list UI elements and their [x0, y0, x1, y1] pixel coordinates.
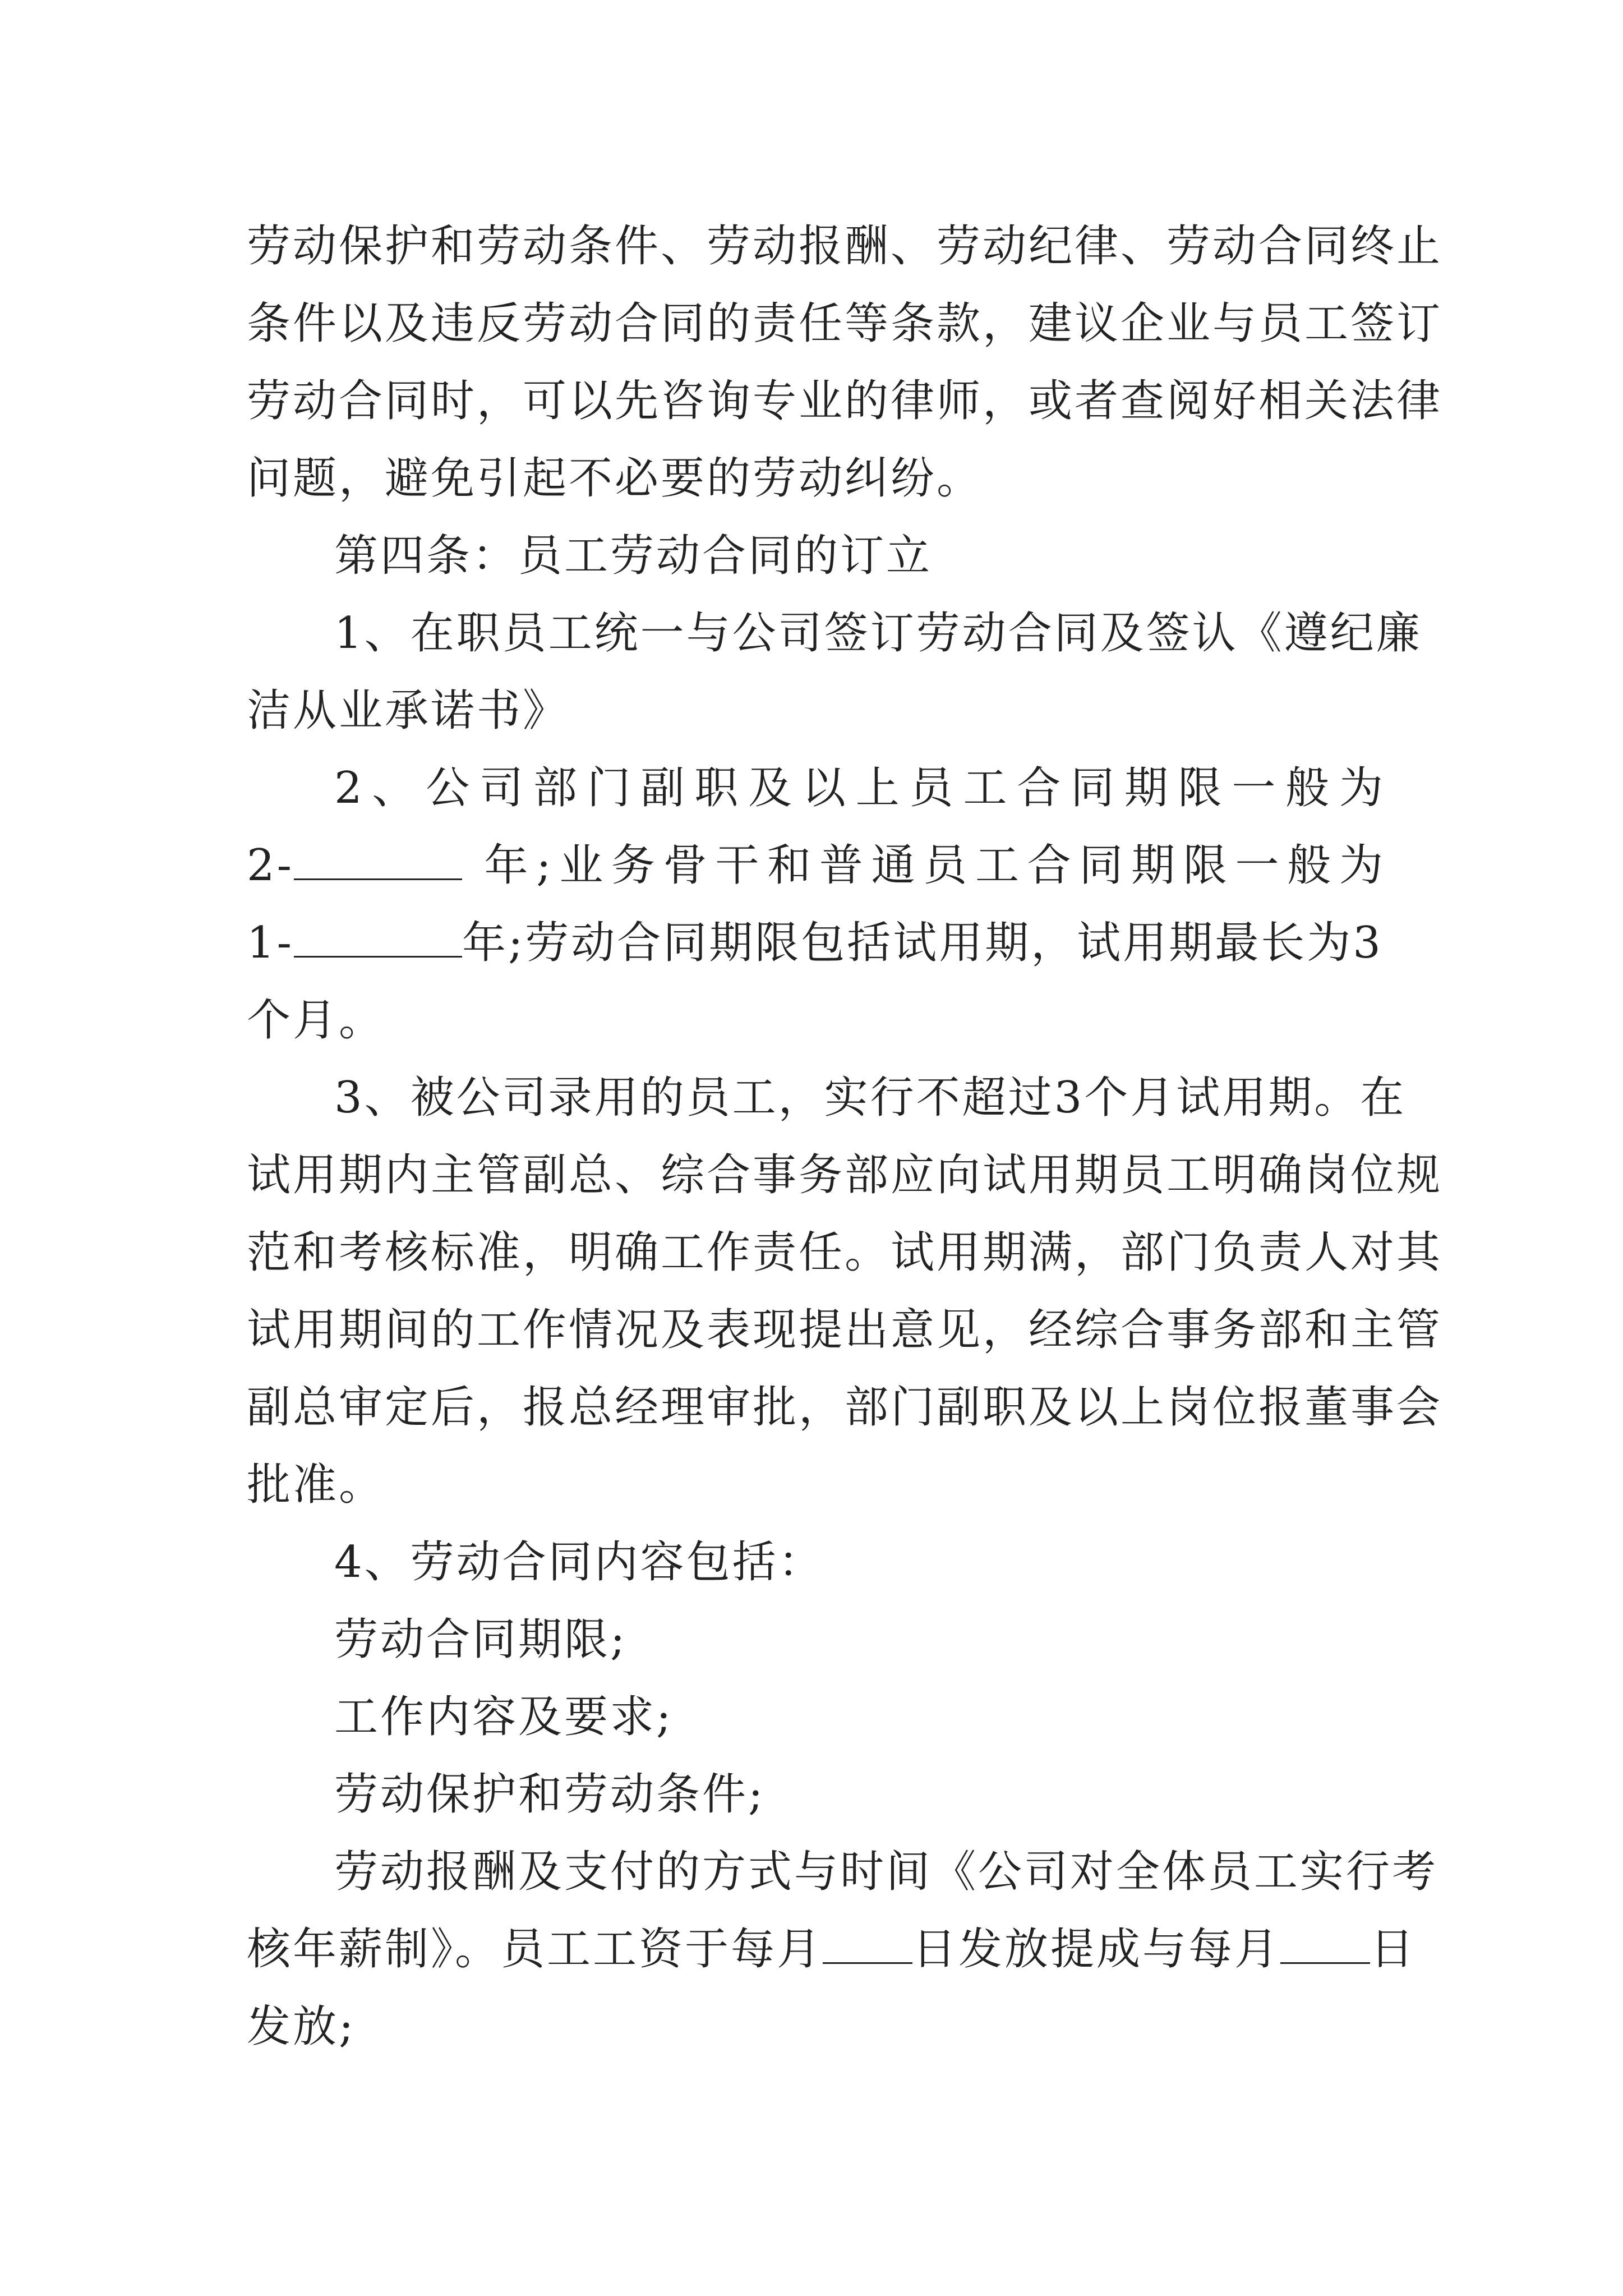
text-line: 4、劳动合同内容包括：: [334, 1537, 824, 1588]
text-fragment: 日发放提成与每月: [912, 1924, 1281, 1975]
section-heading: 第四条：员工劳动合同的订立: [334, 531, 933, 581]
text-fragment: 年;业务骨干和普通员工合同期限一般为: [484, 840, 1385, 891]
fill-blank: [1280, 1921, 1370, 1964]
text-line: 条件以及违反劳动合同的责任等条款，建议企业与员工签订: [247, 298, 1443, 349]
text-line: 2、公司部门副职及以上员工合同期限一般为: [334, 763, 1385, 813]
fill-blank: [294, 914, 462, 958]
text-line: [247, 827, 1385, 904]
text-fragment: 日: [1370, 1924, 1417, 1975]
text-line: 范和考核标准，明确工作责任。试用期满，部门负责人对其: [247, 1227, 1443, 1278]
text-fragment: 1-: [247, 918, 294, 968]
text-line: 问题，避免引起不必要的劳动纠纷。: [247, 453, 983, 504]
text-line: [247, 1911, 1417, 1988]
document-body: [247, 208, 1443, 2065]
fill-blank: [823, 1921, 912, 1964]
fill-blank: [294, 837, 462, 880]
text-line: 批准。: [247, 1460, 385, 1510]
text-fragment: 2-: [247, 840, 294, 891]
text-line: 发放;: [247, 2001, 356, 2052]
text-line: 试用期间的工作情况及表现提出意见，经综合事务部和主管: [247, 1305, 1443, 1355]
text-line: 个月。: [247, 995, 385, 1046]
list-item: 劳动合同期限;: [334, 1614, 628, 1665]
text-line: 1、在职员工统一与公司签订劳动合同及签认《遵纪廉: [334, 608, 1422, 659]
text-line: 洁从业承诺书》: [247, 685, 569, 736]
list-item: 工作内容及要求;: [334, 1692, 674, 1742]
text-line: 劳动保护和劳动条件、劳动报酬、劳动纪律、劳动合同终止: [247, 221, 1443, 272]
text-line: 劳动合同时，可以先咨询专业的律师，或者查阅好相关法律: [247, 376, 1443, 426]
list-item: 劳动报酬及支付的方式与时间《公司对全体员工实行考: [334, 1847, 1438, 1897]
text-fragment: 年;劳动合同期限包括试用期，试用期最长为3: [462, 918, 1383, 968]
text-line: 副总审定后，报总经理审批，部门副职及以上岗位报董事会: [247, 1382, 1443, 1433]
text-fragment: 核年薪制》。员工工资于每月: [247, 1924, 823, 1975]
text-line: 试用期内主管副总、综合事务部应向试用期员工明确岗位规: [247, 1150, 1443, 1200]
text-line: [247, 904, 1385, 982]
text-line: 3、被公司录用的员工，实行不超过3个月试用期。在: [334, 1073, 1407, 1123]
list-item: 劳动保护和劳动条件;: [334, 1769, 766, 1820]
